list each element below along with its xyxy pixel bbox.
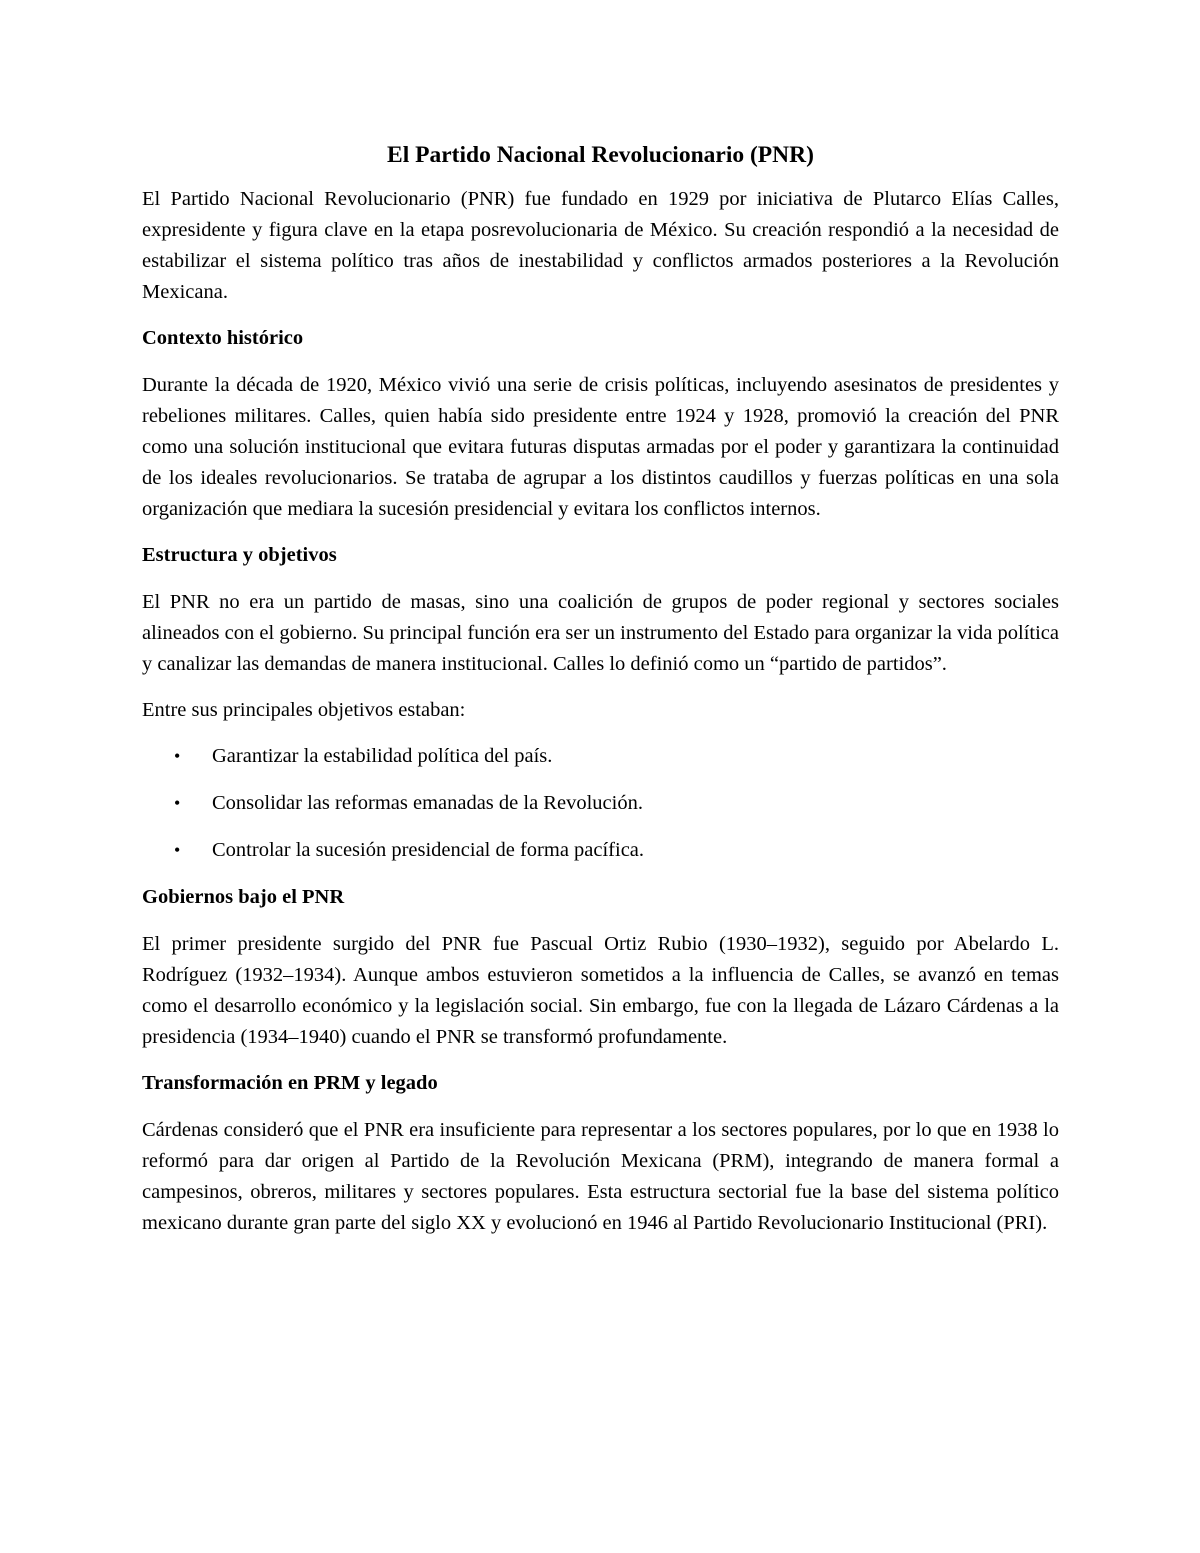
list-item-text: Controlar la sucesión presidencial de forma pacífica. xyxy=(212,838,645,861)
document-page xyxy=(142,140,1059,1254)
section-heading-gobiernos: Gobiernos bajo el PNR xyxy=(142,885,345,908)
list-item-text: Garantizar la estabilidad política del país. xyxy=(212,744,553,767)
section-heading-transformacion: Transformación en PRM y legado xyxy=(142,1071,438,1094)
bullet-icon: • xyxy=(174,792,181,813)
section-heading-estructura: Estructura y objetivos xyxy=(142,543,337,566)
list-item-text: Consolidar las reformas emanadas de la Revolución. xyxy=(212,791,643,814)
list-item xyxy=(142,741,1059,772)
list-item xyxy=(142,788,1059,819)
bullet-icon: • xyxy=(174,745,181,766)
document-title: El Partido Nacional Revolucionario (PNR) xyxy=(387,142,814,168)
section-paragraph-gobiernos: El primer presidente surgido del PNR fue Pascual Ortiz Rubio (1930–1932), seguido por Abelardo L. Rodríguez (1932–1934). Aunque ambos estuvieron sometidos a la influencia de Calles, se avanzó en temas como el desarrollo económico y la legislación social. Sin embargo, fue con la llegada de Lázaro Cárdenas a la presidencia (1934–1940) cuando el PNR se transformó profundamente. xyxy=(142,932,1059,1048)
section-paragraph-contexto: Durante la década de 1920, México vivió una serie de crisis políticas, incluyendo asesinatos de presidentes y rebeliones militares. Calles, quien había sido presidente entre 1924 y 1928, promovió la creación del PNR como una solución institucional que evitara futuras disputas armadas por el poder y garantizara la continuidad de los ideales revolucionarios. Se trataba de agrupar a los distintos caudillos y fuerzas políticas en una sola organización que mediara la sucesión presidencial y evitara los conflictos internos. xyxy=(142,373,1059,520)
objectives-intro: Entre sus principales objetivos estaban: xyxy=(142,698,466,721)
section-paragraph-transformacion: Cárdenas consideró que el PNR era insuficiente para representar a los sectores populares, por lo que en 1938 lo reformó para dar origen al Partido de la Revolución Mexicana (PRM), integrando de manera formal a campesinos, obreros, militares y sectores populares. Esta estructura sectorial fue la base del sistema político mexicano durante gran parte del siglo XX y evolucionó en 1946 al Partido Revolucionario Institucional (PRI). xyxy=(142,1118,1059,1234)
section-paragraph-estructura: El PNR no era un partido de masas, sino una coalición de grupos de poder regional y sectores sociales alineados con el gobierno. Su principal función era ser un instrumento del Estado para organizar la vida política y canalizar las demandas de manera institucional. Calles lo definió como un “partido de partidos”. xyxy=(142,590,1059,675)
objectives-list xyxy=(142,741,1059,866)
intro-paragraph: El Partido Nacional Revolucionario (PNR) fue fundado en 1929 por iniciativa de Plutarco Elías Calles, expresidente y figura clave en la etapa posrevolucionaria de México. Su creación respondió a la necesidad de estabilizar el sistema político tras años de inestabilidad y conflictos armados posteriores a la Revolución Mexicana. xyxy=(142,187,1059,303)
list-item xyxy=(142,835,1059,866)
section-heading-contexto: Contexto histórico xyxy=(142,326,304,349)
bullet-icon: • xyxy=(174,839,181,860)
